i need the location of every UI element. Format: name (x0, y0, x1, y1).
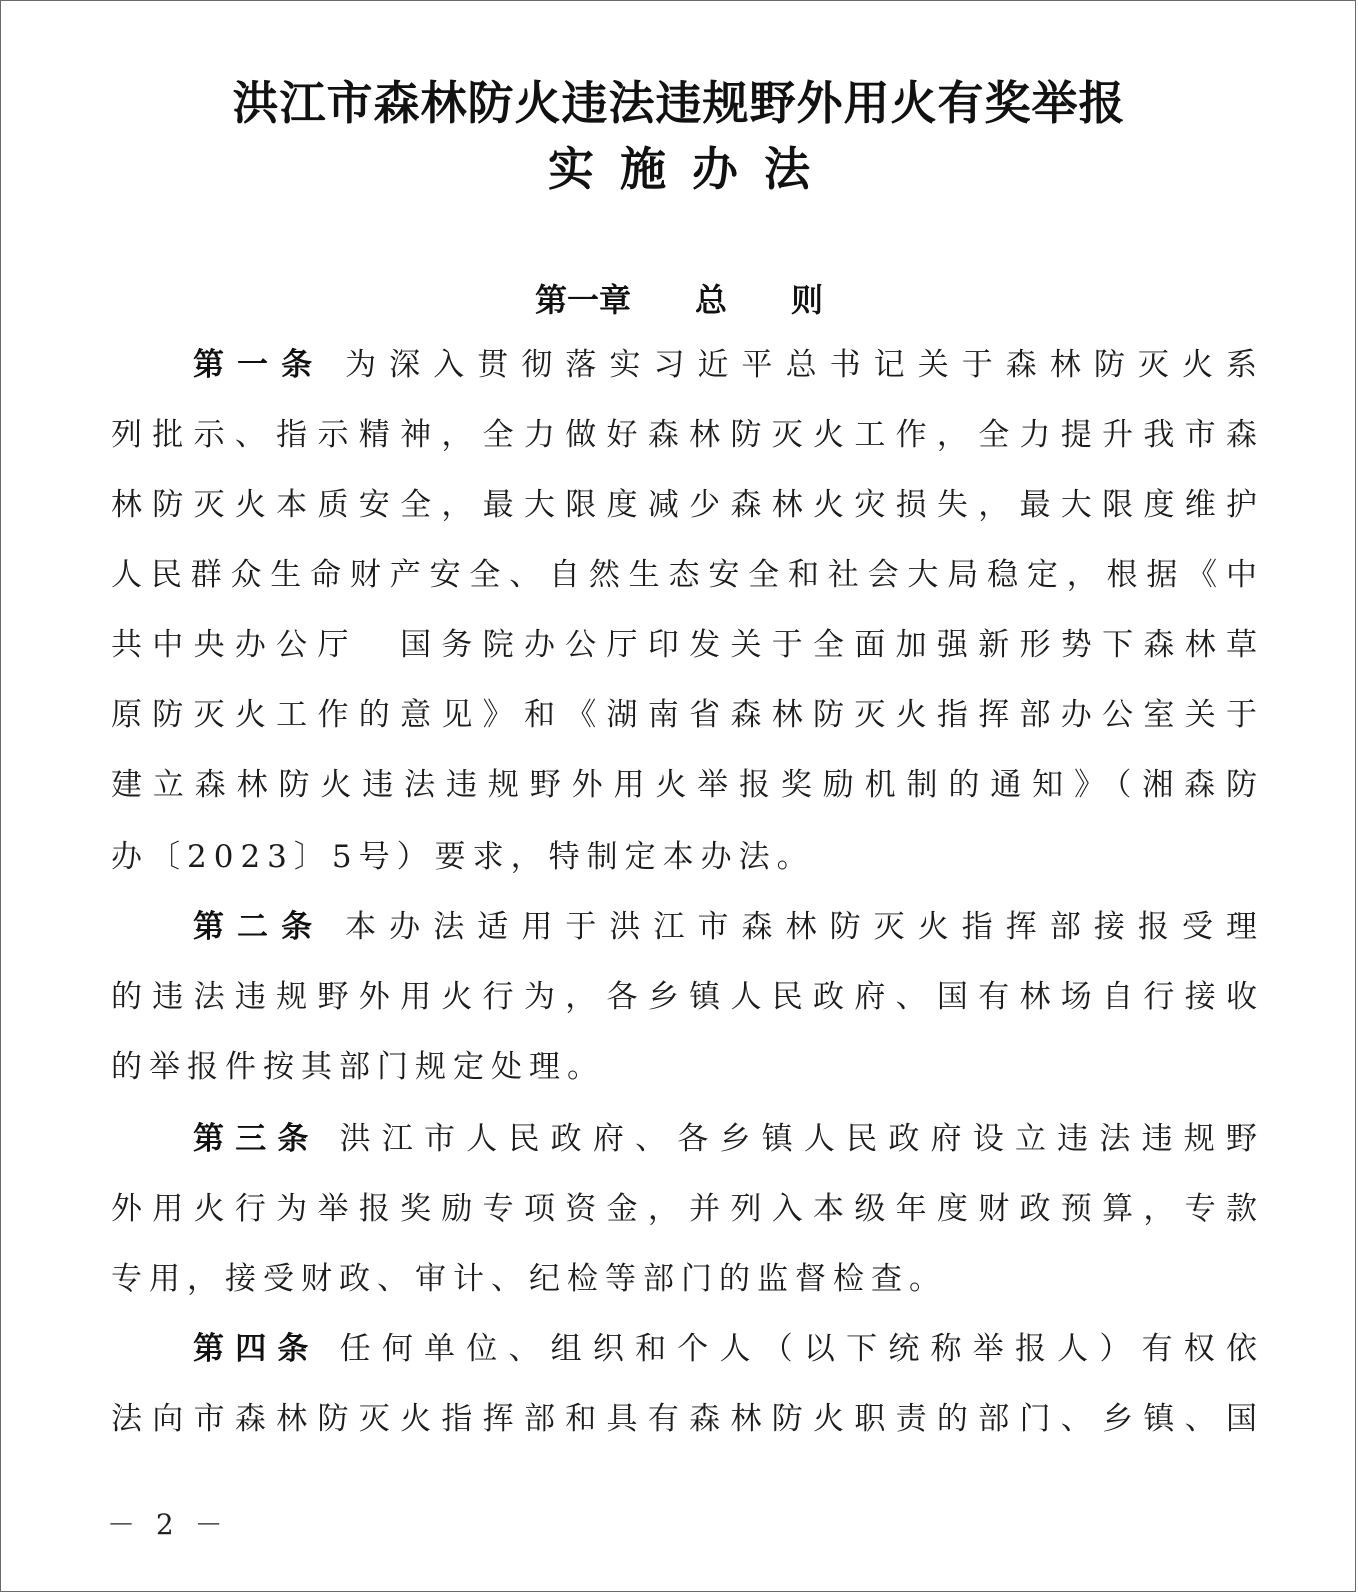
article-2-line-1: 第二条 本办法适用于洪江市森林防灭火指挥部接报受理 (193, 909, 1258, 945)
article-1-line-3: 林防灭火本质安全，最大限度减少森林火灾损失，最大限度维护 (111, 487, 1257, 523)
chapter-heading: 第一章 总 则 (534, 281, 823, 319)
article-1-line-5: 共中央办公厅 国务院办公厅印发关于全面加强新形势下森林草 (111, 627, 1257, 663)
article-3-label: 第三条 (193, 1121, 320, 1157)
article-4-line-2: 法向市森林防灭火指挥部和具有森林防火职责的部门、乡镇、国 (111, 1401, 1257, 1437)
article-1-line-1: 第一条 为深入贯彻落实习近平总书记关于森林防灭火系 (193, 347, 1258, 383)
article-1-line-4: 人民群众生命财产安全、自然生态安全和社会大局稳定，根据《中 (111, 557, 1257, 593)
article-2-line-3: 的举报件按其部门规定处理。 (111, 1049, 605, 1085)
document-title-line-1: 洪江市森林防火违法违规野外用火有奖举报 (232, 76, 1126, 130)
article-2-line-2: 的违法违规野外用火行为，各乡镇人民政府、国有林场自行接收 (111, 979, 1257, 1015)
article-1-line-2: 列批示、指示精神，全力做好森林防灭火工作，全力提升我市森 (111, 417, 1257, 453)
document-title-line-2: 实施办法 (548, 142, 836, 196)
article-2-label: 第二条 (193, 909, 326, 945)
article-1-line-7: 建立森林防火违法违规野外用火举报奖励机制的通知》（湘森防 (111, 767, 1257, 803)
article-4-line-1: 第四条 任何单位、组织和个人（以下统称举报人）有权依 (193, 1331, 1257, 1367)
article-1-label: 第一条 (193, 347, 326, 383)
article-3-line-2: 外用火行为举报奖励专项资金，并列入本级年度财政预算，专款 (111, 1191, 1257, 1227)
article-3-line-1: 第三条 洪江市人民政府、各乡镇人民政府设立违法违规野 (193, 1121, 1257, 1157)
article-1-line-8: 办〔2023〕5号）要求，特制定本办法。 (111, 839, 815, 875)
page-number: － 2 － (107, 1508, 229, 1541)
article-3-line-3: 专用，接受财政、审计、纪检等部门的监督检查。 (111, 1261, 947, 1297)
article-1-line-6: 原防灭火工作的意见》和《湖南省森林防灭火指挥部办公室关于 (111, 697, 1257, 733)
article-4-label: 第四条 (193, 1331, 320, 1367)
